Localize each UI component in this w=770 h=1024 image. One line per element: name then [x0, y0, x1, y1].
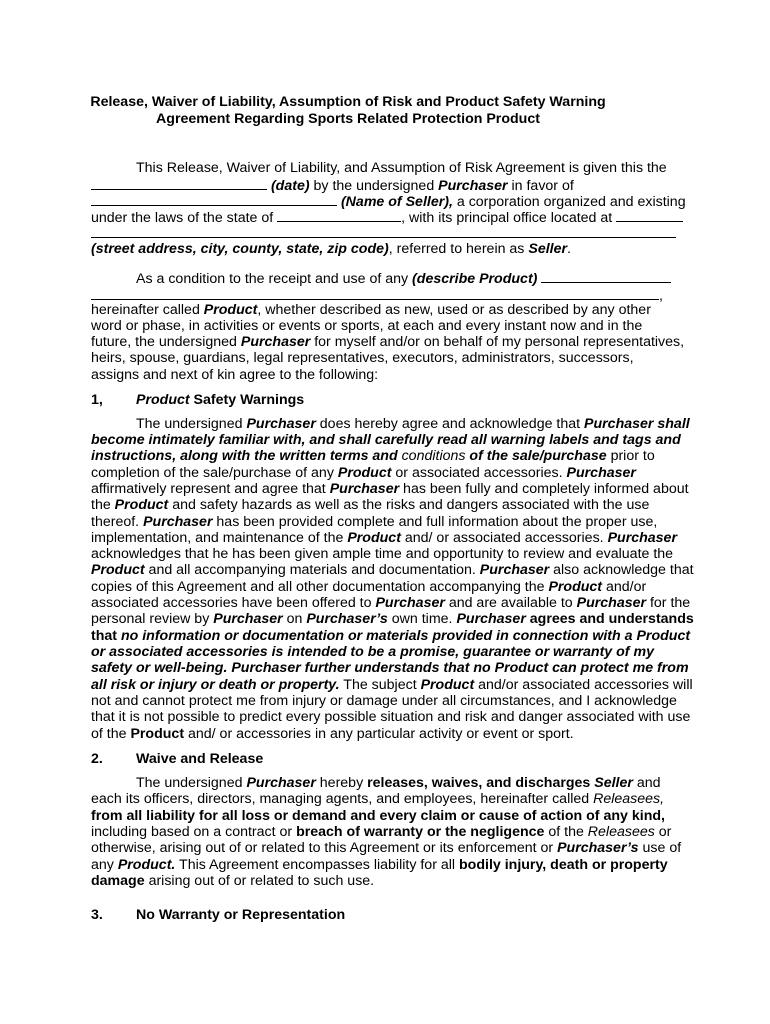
- s2-line: otherwise, arising out of or related to this Agreement or its enforcement or Purchaser’s use of: [91, 840, 682, 856]
- s1-line: affirmatively represent and agree that Purchaser has been fully and completely informed about: [91, 481, 689, 497]
- intro-line-1: This Release, Waiver of Liability, and Assumption of Risk Agreement is given this the: [136, 160, 667, 176]
- intro-line-4: under the laws of the state of , with its principal office located at: [91, 208, 683, 226]
- s2-line: including based on a contract or breach of warranty or the negligence of the Releasees or: [91, 824, 672, 840]
- s1-line: Product and all accompanying materials and documentation. Purchaser also acknowledge that: [91, 562, 694, 578]
- intro-line-5: [91, 224, 676, 242]
- section-3-heading: No Warranty or Representation: [136, 907, 346, 923]
- s1-line: associated accessories have been offered to Purchaser and are available to Purchaser for the: [91, 595, 691, 611]
- intro-line-2: (date) by the undersigned Purchaser in favor of: [91, 176, 574, 194]
- s1-line: instructions, along with the written terms and conditions of the sale/purchase prior to: [91, 448, 655, 464]
- s1-line: implementation, and maintenance of the Product and/ or associated accessories. Purchaser: [91, 530, 677, 546]
- product-description-blank-2[interactable]: [91, 286, 659, 300]
- seller-name-blank[interactable]: [91, 192, 337, 206]
- s1-line: become intimately familiar with, and shall carefully read all warning labels and tags and: [91, 432, 681, 448]
- s2-line: from all liability for all loss or demand and every claim or cause of action of any kind,: [91, 808, 665, 824]
- product-description-blank[interactable]: [541, 269, 671, 283]
- intro-line-3: (Name of Seller), a corporation organized and existing: [91, 192, 686, 210]
- condition-line-7: assigns and next of kin agree to the following:: [91, 367, 379, 383]
- document-title-line-1: Release, Waiver of Liability, Assumption of Risk and Product Safety Warning: [90, 94, 606, 110]
- condition-line-1: As a condition to the receipt and use of any (describe Product): [136, 269, 671, 287]
- s2-line: damage arising out of or related to such use.: [91, 873, 375, 889]
- condition-line-2: ,: [91, 286, 663, 304]
- s1-line: not and cannot protect me from injury or damage under all circumstances, and I acknowledge: [91, 693, 677, 709]
- condition-line-5: future, the undersigned Purchaser for myself and/or on behalf of my personal representatives,: [91, 334, 685, 350]
- s1-line: that no information or documentation or materials provided in connection with a Product: [91, 628, 691, 644]
- s1-line: the Product and safety hazards as well as the risks and dangers associated with the use: [91, 497, 650, 513]
- s1-line: thereof. Purchaser has been provided complete and full information about the proper use,: [91, 514, 658, 530]
- condition-line-6: heirs, spouse, guardians, legal representatives, executors, administrators, successors,: [91, 350, 634, 366]
- address-blank[interactable]: [91, 224, 676, 238]
- s1-line: that it is not possible to predict every possible situation and risk and danger associated with use: [91, 709, 691, 725]
- s1-line: all risk or injury or death or property. The subject Product and/or associated accessories will: [91, 677, 693, 693]
- section-3-number: 3.: [91, 907, 103, 923]
- date-blank[interactable]: [91, 176, 267, 190]
- intro-line-6: (street address, city, county, state, zip code), referred to herein as Seller.: [91, 241, 571, 257]
- s1-line: completion of the sale/purchase of any Product or associated accessories. Purchaser: [91, 465, 636, 481]
- s1-line: or associated accessories is intended to be a promise, guarantee or warranty of my: [91, 644, 654, 660]
- s1-line: The undersigned Purchaser does hereby agree and acknowledge that Purchaser shall: [136, 416, 690, 432]
- condition-line-3: hereinafter called Product, whether described as new, used or as described by any other: [91, 302, 651, 318]
- section-1-heading: Product Safety Warnings: [136, 392, 305, 408]
- s2-line: The undersigned Purchaser hereby releases, waives, and discharges Seller and: [136, 775, 661, 791]
- s1-line: safety or well-being. Purchaser further understands that no Product can protect me from: [91, 660, 689, 676]
- condition-line-4: word or phase, in activities or events or sports, at each and every instant now and in the: [91, 318, 643, 334]
- s2-line: any Product. This Agreement encompasses liability for all bodily injury, death or property: [91, 857, 668, 873]
- state-blank[interactable]: [277, 208, 401, 222]
- s1-line: copies of this Agreement and all other documentation accompanying the Product and/or: [91, 579, 647, 595]
- s1-line: acknowledges that he has been given ample time and opportunity to review and evaluate the: [91, 546, 674, 562]
- s1-line: personal review by Purchaser on Purchaser’s own time. Purchaser agrees and understands: [91, 611, 694, 627]
- section-2-heading: Waive and Release: [136, 751, 264, 767]
- document-title-line-2: Agreement Regarding Sports Related Protection Product: [156, 111, 540, 127]
- section-2-number: 2.: [91, 751, 103, 767]
- office-blank[interactable]: [616, 208, 683, 222]
- s1-line: of the Product and/ or accessories in any particular activity or event or sport.: [91, 726, 574, 742]
- section-1-number: 1,: [91, 392, 103, 408]
- s2-line: each its officers, directors, managing agents, and employees, hereinafter called Releasees,: [91, 791, 665, 807]
